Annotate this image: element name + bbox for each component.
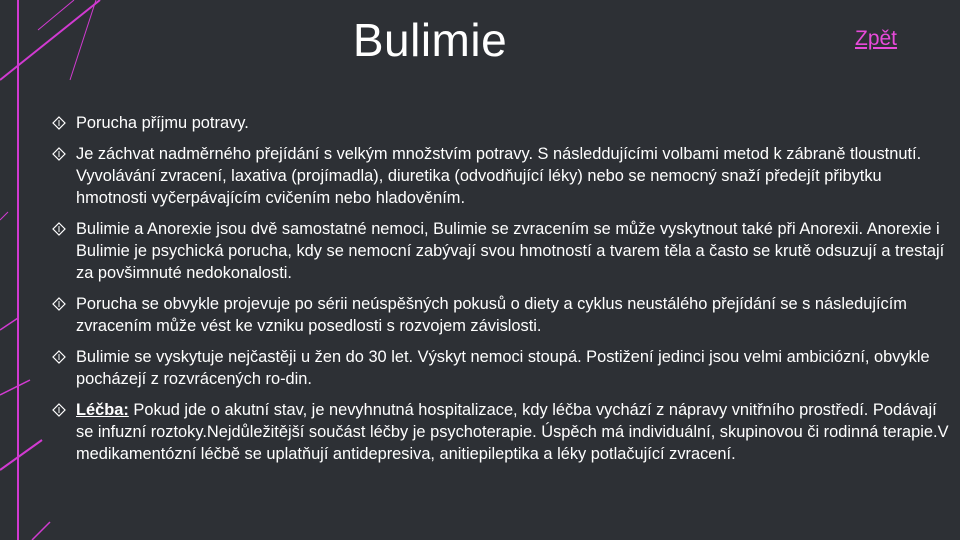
- bullet-text: Porucha se obvykle projevuje po sérii neúspěšných pokusů o diety a cyklus neustálého přejídání se s následujícím zvracením může vést ke vzniku posedlosti s rozvojem závislosti.: [76, 295, 907, 335]
- bullet-text: Pokud jde o akutní stav, je nevyhnutná hospitalizace, kdy léčba vychází z nápravy vnitřního prostředí. Podávají se infuzní roztoky.Nejdůležitější součást léčby je psychoterapie. Úspěch má individuální, skupinovou či rodinná terapie.V medikamentózní léčbě se uplatňují antidepresiva, anitiepileptika a léky potlačující zvracení.: [76, 401, 949, 463]
- bullet-item: [52, 346, 952, 390]
- bullet-text: Porucha příjmu potravy.: [76, 114, 249, 132]
- diamond-outline-icon: [52, 297, 66, 311]
- bullet-item: [52, 293, 952, 337]
- diamond-outline-icon: [52, 116, 66, 130]
- bullet-label: Léčba:: [76, 401, 129, 419]
- bullet-item: [52, 143, 952, 209]
- bullet-item: [52, 399, 952, 465]
- diamond-outline-icon: [52, 403, 66, 417]
- bullet-text: Je záchvat nadměrného přejídání s velkým množstvím potravy. S následdujícími volbami metod k zábraně tloustnutí. Vyvolávání zvracení, laxativa (projímadla), diuretika (odvodňující léky) nebo se nemocný snaží předejít přibytku hmotnosti vyčerpávajícím cvičením nebo hladověním.: [76, 145, 922, 207]
- diamond-outline-icon: [52, 147, 66, 161]
- bullet-item: [52, 218, 952, 284]
- bullet-text: Bulimie se vyskytuje nejčastěji u žen do 30 let. Výskyt nemoci stoupá. Postižení jedinci jsou velmi ambiciózní, obvykle pocházejí z rozvrácených ro-din.: [76, 348, 930, 388]
- slide-title: Bulimie: [352, 14, 508, 66]
- back-link[interactable]: Zpět: [855, 27, 898, 50]
- diamond-outline-icon: [52, 222, 66, 236]
- bullet-item: [52, 112, 952, 134]
- bullet-list: [52, 112, 952, 474]
- diamond-outline-icon: [52, 350, 66, 364]
- bullet-text: Bulimie a Anorexie jsou dvě samostatné nemoci, Bulimie se zvracením se může vyskytnout také při Anorexii. Anorexie i Bulimie je psychická porucha, kdy se nemocní zabývají svou hmotností a tvarem těla a často se krutě odsuzují a trestají za povšimnuté nedokonalosti.: [76, 220, 945, 282]
